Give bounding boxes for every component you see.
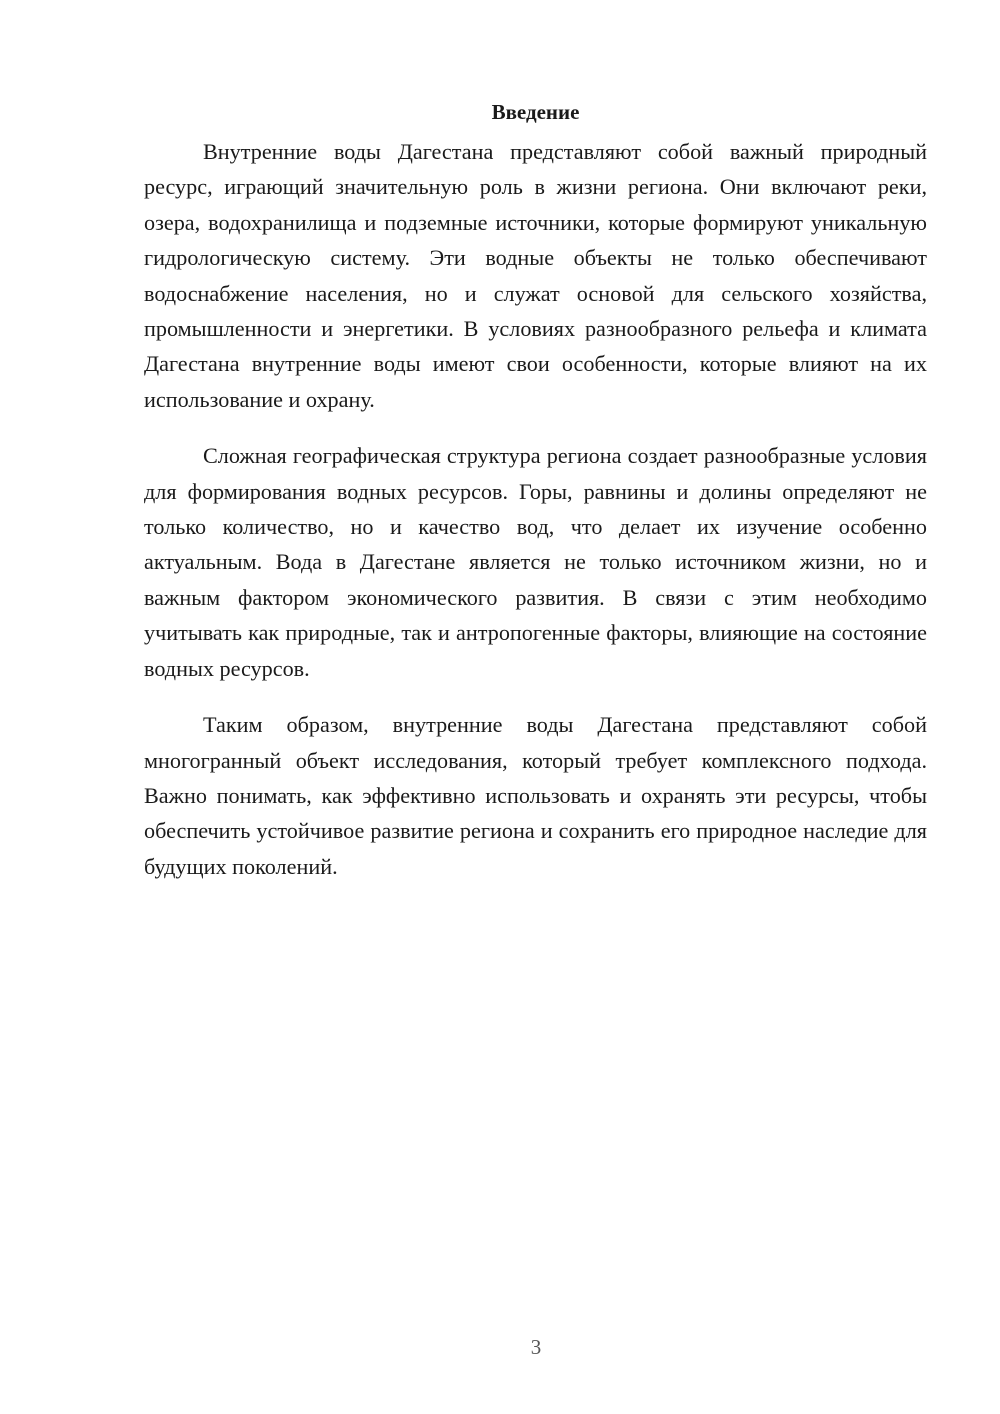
paragraph-3: Таким образом, внутренние воды Дагестана представляют собой многогранный объект исследования, который требует комплексного подхода. Важно понимать, как эффективно использовать и охранять эти ресурсы, чтобы обеспечить устойчивое развитие региона и сохранить его природное наследие для будущих поколений. [144,712,927,879]
paragraph-2: Сложная географическая структура региона создает разнообразные условия для формирования водных ресурсов. Горы, равнины и долины определяют не только количество, но и качество вод, что делает их изучение особенно актуальным. Вода в Дагестане является не только источником жизни, но и важным фактором экономического развития. В связи с этим необходимо учитывать как природные, так и антропогенные факторы, влияющие на состояние водных ресурсов. [144,443,927,681]
paragraph-1: Внутренние воды Дагестана представляют собой важный природный ресурс, играющий значительную роль в жизни региона. Они включают реки, озера, водохранилища и подземные источники, которые формируют уникальную гидрологическую систему. Эти водные объекты не только обеспечивают водоснабжение населения, но и служат основой для сельского хозяйства, промышленности и энергетики. В условиях разнообразного рельефа и климата Дагестана внутренние воды имеют свои особенности, которые влияют на их использование и охрану. [144,139,927,412]
page-content [144,98,927,905]
section-heading: Введение [491,100,580,124]
page-number: 3 [530,1335,542,1359]
